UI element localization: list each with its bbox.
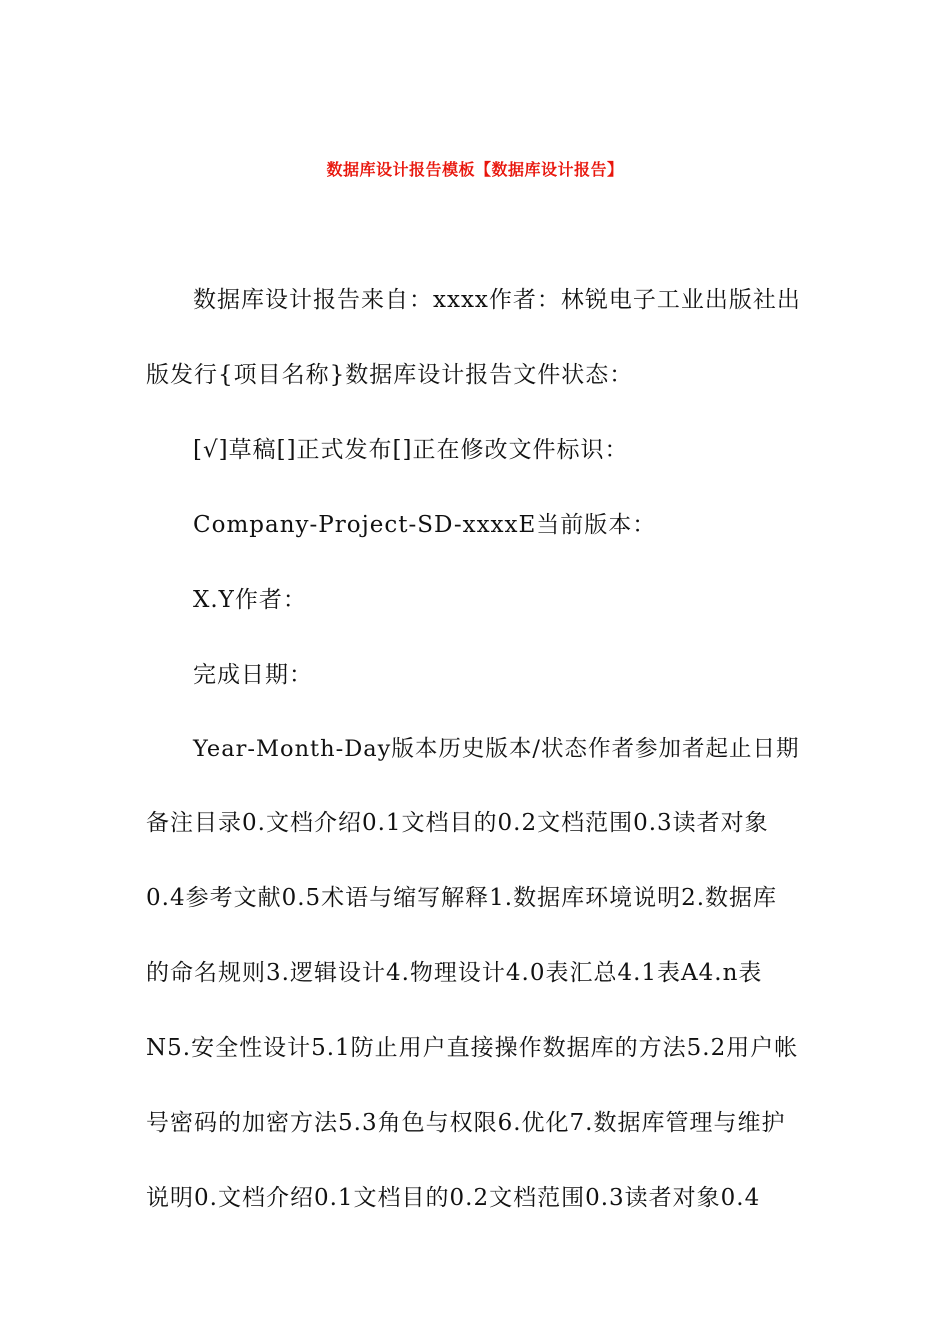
- paragraph-line-7: Year-Month-Day版本历史版本/状态作者参加者起止日期: [193, 736, 800, 762]
- paragraph-line-5: X.Y作者：: [193, 587, 307, 613]
- paragraph-line-13: 说明0.文档介绍0.1文档目的0.2文档范围0.3读者对象0.4: [146, 1185, 761, 1211]
- paragraph-line-12: 号密码的加密方法5.3角色与权限6.优化7.数据库管理与维护: [146, 1110, 786, 1136]
- document-title: 数据库设计报告模板【数据库设计报告】: [326, 160, 624, 179]
- paragraph-line-2: 版发行{项目名称}数据库设计报告文件状态：: [146, 362, 634, 388]
- paragraph-line-8: 备注目录0.文档介绍0.1文档目的0.2文档范围0.3读者对象: [146, 810, 769, 836]
- paragraph-line-6: 完成日期：: [193, 662, 313, 688]
- paragraph-line-3: [√]草稿[]正式发布[]正在修改文件标识：: [193, 437, 629, 463]
- paragraph-line-11: N5.安全性设计5.1防止用户直接操作数据库的方法5.2用户帐: [146, 1035, 799, 1061]
- paragraph-line-4: Company-Project-SD-xxxxE当前版本：: [193, 512, 657, 538]
- paragraph-line-10: 的命名规则3.逻辑设计4.物理设计4.0表汇总4.1表A4.n表: [146, 960, 763, 986]
- paragraph-line-1: 数据库设计报告来自：xxxx作者：林锐电子工业出版社出: [193, 287, 801, 313]
- paragraph-line-9: 0.4参考文献0.5术语与缩写解释1.数据库环境说明2.数据库: [146, 885, 778, 911]
